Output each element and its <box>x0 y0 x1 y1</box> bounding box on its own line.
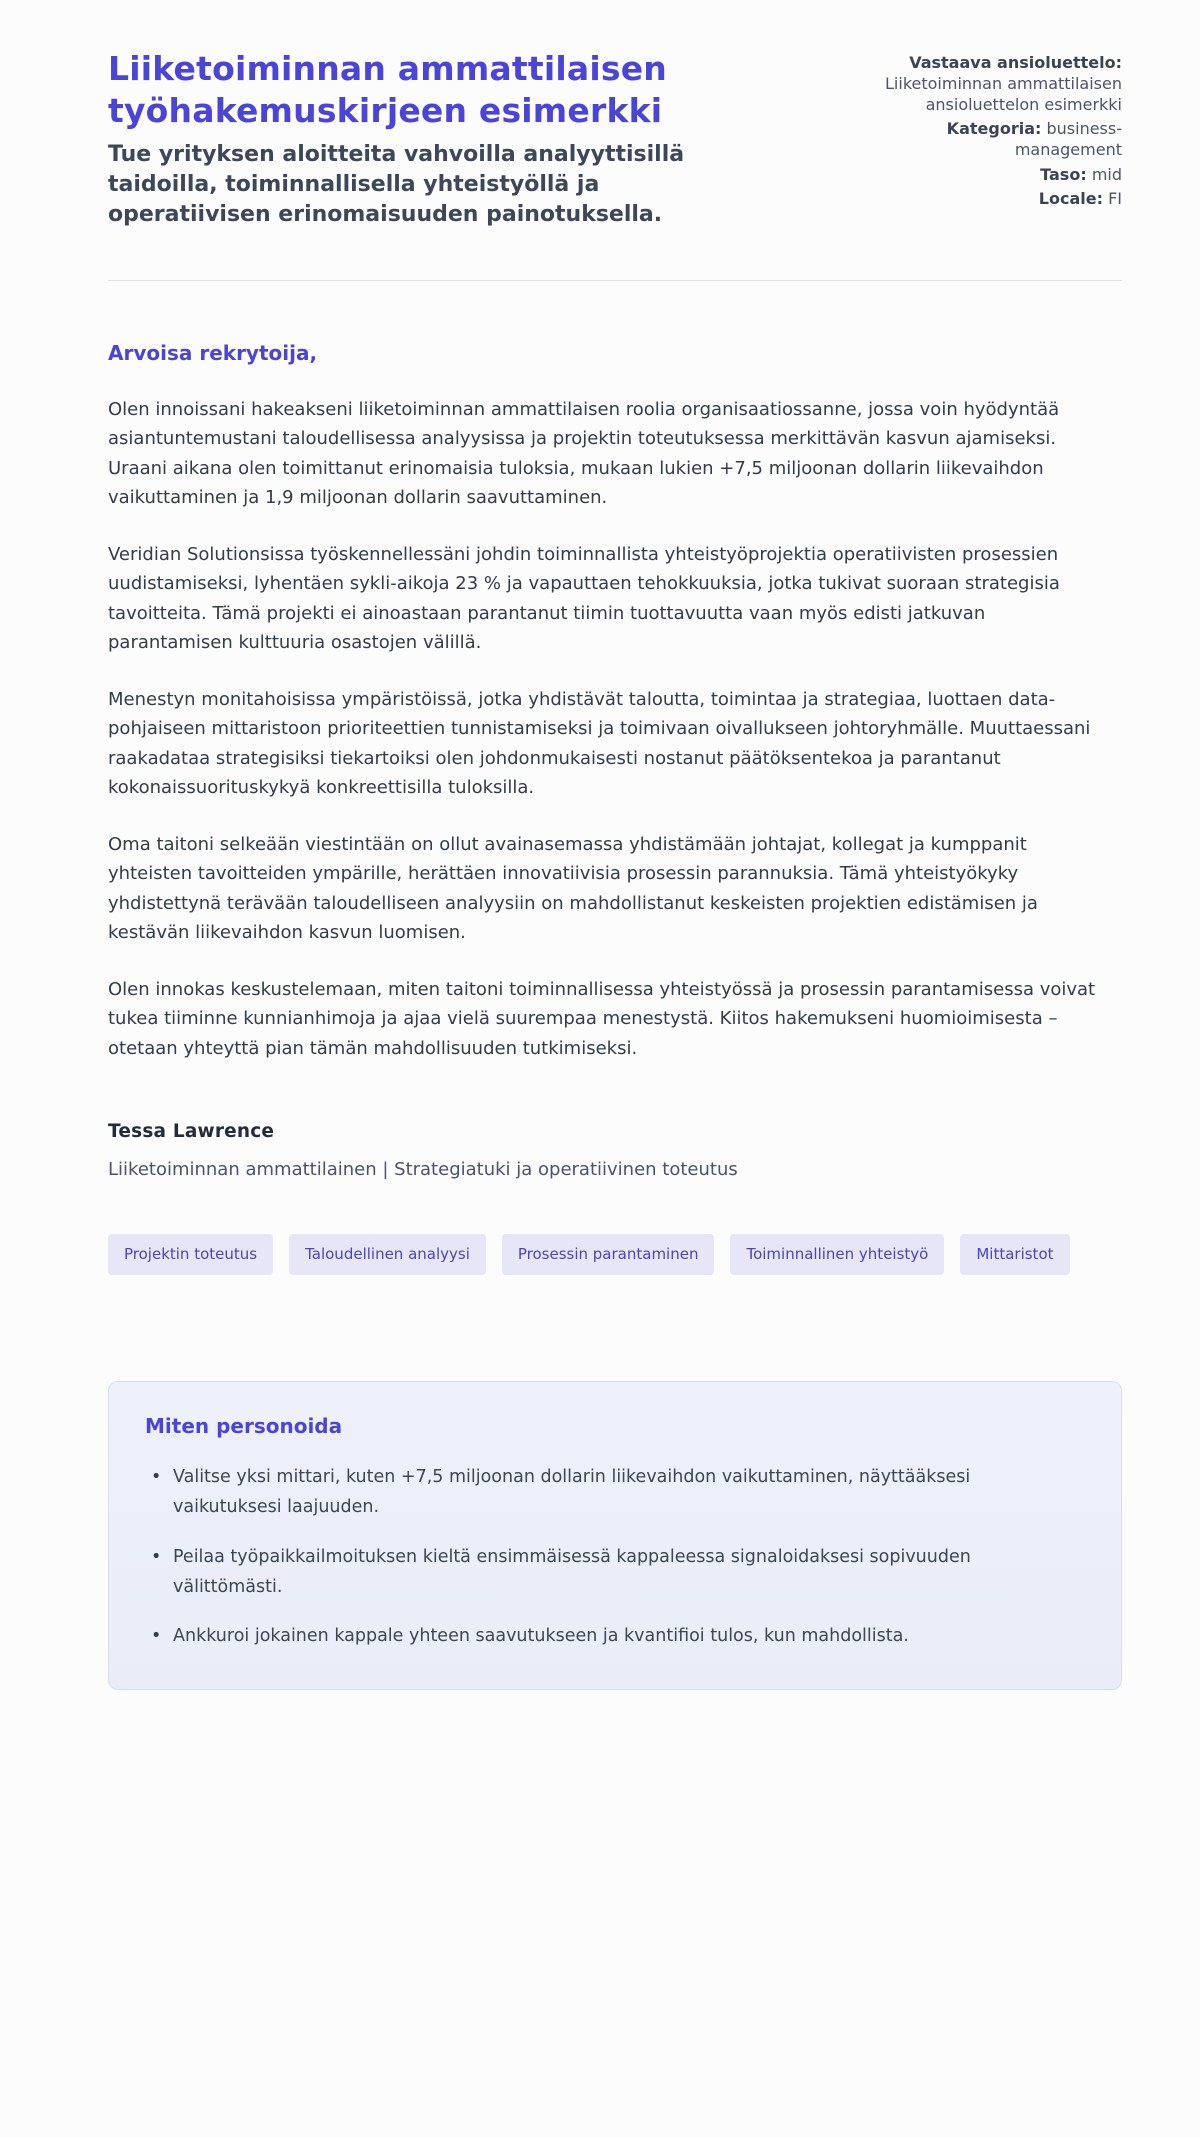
meta-value: mid <box>1091 164 1122 184</box>
meta-matching-resume <box>857 52 1122 115</box>
greeting: Arvoisa rekrytoija, <box>108 340 318 365</box>
letter-body <box>108 341 1122 1181</box>
letter-paragraph: Menestyn monitahoisissa ympäristöissä, jotka yhdistävät taloutta, toimintaa ja strategiaa, luottaen data-pohjaiseen mittaristoon prioriteettien tunnistamiseksi ja toimivaan oivallukseen johtoryhmälle. Muuttaessani raakadataa strategisiksi tiekartoiksi olen johdonmukaisesti nostanut päätöksentekoa ja parantanut kokonaissuorituskykyä konkreettisilla tuloksilla. <box>108 688 1091 799</box>
cover-letter-page <box>108 0 1122 1760</box>
meta-label: Kategoria: <box>946 119 1042 139</box>
meta-level <box>857 164 1122 185</box>
skill-tag-project-execution[interactable]: Projektin toteutus <box>108 1234 273 1275</box>
tips-list <box>145 1462 1085 1650</box>
meta-value: Liiketoiminnan ammattilaisen ansioluettelon esimerkki <box>885 74 1122 115</box>
tips-title: Miten personoida <box>145 1414 343 1439</box>
meta-category <box>857 118 1122 160</box>
skill-tag-cross-functional-collaboration[interactable]: Toiminnallinen yhteistyö <box>730 1234 944 1275</box>
skill-tags <box>108 1234 1108 1275</box>
skill-tag-financial-analysis[interactable]: Taloudellinen analyysi <box>289 1234 486 1275</box>
meta-label: Vastaava ansioluettelo: <box>909 53 1122 72</box>
letter-paragraph: Veridian Solutionsissa työskennellessäni johdin toiminnallista yhteistyöprojektia operatiivisten prosessien uudistamiseksi, lyhentäen sykli-aikoja 23 % ja vapauttaen tehokkuuksia, jotka tukivat suoraan strategisia tavoitteita. Tämä projekti ei ainoastaan parantanut tiimin tuottavuutta vaan myös edisti jatkuvan parantamisen kulttuuria osastojen välillä. <box>108 543 1060 654</box>
skill-tag-dashboards[interactable]: Mittaristot <box>960 1234 1069 1275</box>
tip-item: • Valitse yksi mittari, kuten +7,5 miljoonan dollarin liikevaihdon vaikuttaminen, näyttääksesi vaikutuksesi laajuuden. <box>145 1462 1075 1522</box>
letter-paragraph: Olen innokas keskustelemaan, miten taitoni toiminnallisessa yhteistyössä ja prosessin parantamisessa voivat tukea tiiminne kunnianhimoja ja ajaa vielä suurempaa menestystä. Kiitos hakemukseni huomioimisesta – otetaan yhteyttä pian tämän mahdollisuuden tutkimiseksi. <box>108 978 1096 1059</box>
meta-locale <box>857 188 1122 209</box>
signature-name: Tessa Lawrence <box>108 1121 275 1143</box>
divider <box>108 280 1122 281</box>
page-title: Liiketoiminnan ammattilaisen työhakemuskirjeen esimerkki <box>108 49 667 130</box>
page-subtitle: Tue yrityksen aloitteita vahvoilla analyyttisillä taidoilla, toiminnallisella yhteistyöllä ja operatiivisen erinomaisuuden painotuksella. <box>108 141 685 227</box>
personalization-tips-box <box>108 1381 1122 1689</box>
meta-label: Taso: <box>1040 164 1087 184</box>
skill-tag-process-improvement[interactable]: Prosessin parantaminen <box>502 1234 715 1275</box>
header <box>108 48 1122 230</box>
meta-label: Locale: <box>1038 188 1103 208</box>
meta-value: FI <box>1108 188 1122 208</box>
header-title-block <box>108 48 748 230</box>
tip-item: • Peilaa työpaikkailmoituksen kieltä ensimmäisessä kappaleessa signaloidaksesi sopivuuden välittömästi. <box>145 1542 1075 1602</box>
letter-paragraph: Oma taitoni selkeään viestintään on ollut avainasemassa yhdistämään johtajat, kollegat ja kumppanit yhteisten tavoitteiden ympärille, herättäen innovatiivisia prosessin parannuksia. Tämä yhteistyökyky yhdistettynä terävään taloudelliseen analyysiin on mahdollistanut keskeisten projektien edistämisen ja kestävän liikevaihdon kasvun luomisen. <box>108 833 1038 944</box>
signature-role: Liiketoiminnan ammattilainen | Strategiatuki ja operatiivinen toteutus <box>108 1159 738 1181</box>
meta-panel <box>857 52 1122 212</box>
letter-paragraph: Olen innoissani hakeakseni liiketoiminnan ammattilaisen roolia organisaatiossanne, jossa voin hyödyntää asiantuntemustani taloudellisessa analyysissa ja projektin toteutuksessa merkittävän kasvun ajamiseksi. Uraani aikana olen toimittanut erinomaisia tuloksia, mukaan lukien +7,5 miljoonan dollarin liikevaihdon vaikuttaminen ja 1,9 miljoonan dollarin saavuttaminen. <box>108 398 1060 509</box>
tip-item: • Ankkuroi jokainen kappale yhteen saavutukseen ja kvantifioi tulos, kun mahdollista. <box>145 1621 1075 1651</box>
meta-value: business-management <box>1014 119 1122 160</box>
